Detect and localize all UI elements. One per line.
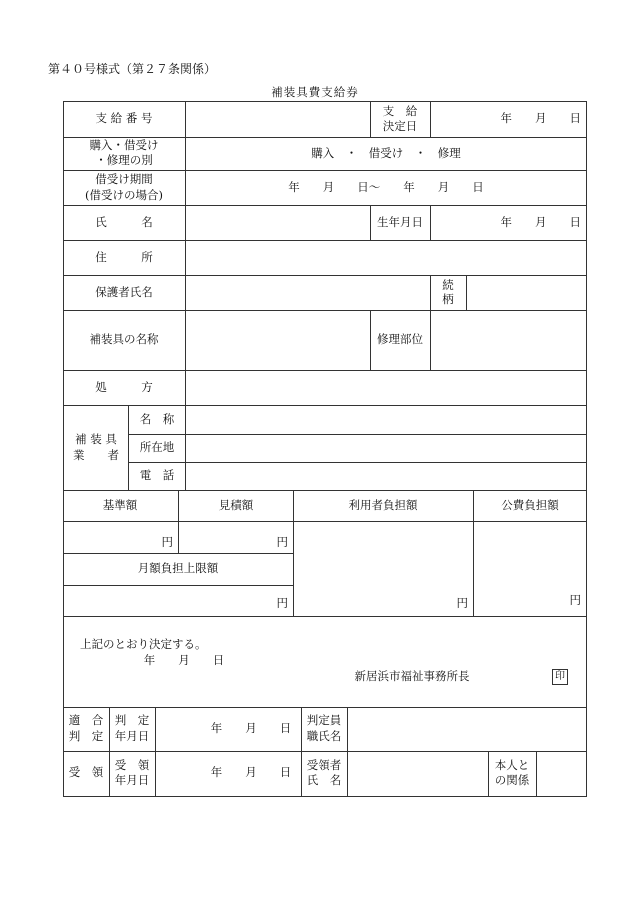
birth-date-label: 生年月日 <box>377 215 423 230</box>
judge-date-label-line1: 判 定 <box>114 713 150 728</box>
rule <box>63 101 587 102</box>
conformity-label-line2: 判 定 <box>68 729 104 744</box>
rule <box>63 521 587 522</box>
vendor-name-label: 名 称 <box>139 412 175 427</box>
public-burden-label: 公費負担額 <box>501 498 559 513</box>
name-label: 氏 名 <box>95 215 153 230</box>
seal-mark: 印 <box>552 669 568 685</box>
issuer-name: 新居浜市福祉事務所長 <box>354 669 470 684</box>
relation-label-line1: 続 <box>442 278 454 293</box>
prescription-label: 処 方 <box>95 380 153 395</box>
grant-number-label: 支 給 番 号 <box>95 111 153 126</box>
public-burden-yen: 円 <box>569 593 581 608</box>
rule <box>109 707 110 796</box>
type-label-line2: ・修理の別 <box>95 153 153 168</box>
rule <box>473 490 474 616</box>
rental-period-label-line1: 借受け期間 <box>95 172 153 187</box>
conformity-label-line1: 適 合 <box>68 713 104 728</box>
decision-date-value[interactable]: 年 月 日 <box>500 111 581 126</box>
receiver-label-line1: 受領者 <box>306 758 342 773</box>
rental-period-value[interactable]: 年 月 日～ 年 月 日 <box>288 180 484 195</box>
rule <box>63 310 587 311</box>
decision-date-label-line1: 支 給 <box>382 104 418 119</box>
rule <box>63 405 587 406</box>
rule <box>293 490 294 616</box>
rule <box>430 310 431 370</box>
rule <box>63 585 293 586</box>
judge-date-value[interactable]: 年 月 日 <box>210 721 292 736</box>
receiver-label-line2: 氏 名 <box>306 773 342 788</box>
rule <box>63 616 587 617</box>
rule <box>430 275 431 310</box>
rule <box>63 751 587 752</box>
decision-date-label-line2: 決定日 <box>382 119 418 134</box>
estimate-amount-yen: 円 <box>276 535 288 550</box>
repair-part-label: 修理部位 <box>377 332 423 347</box>
rule <box>63 490 587 491</box>
monthly-limit-label: 月額負担上限額 <box>137 561 219 576</box>
rule <box>301 707 302 796</box>
rule <box>63 275 587 276</box>
vendor-location-label: 所在地 <box>139 440 175 455</box>
judge-staff-label-line2: 職氏名 <box>306 729 342 744</box>
rule <box>63 553 293 554</box>
rule <box>586 101 587 797</box>
relation-label-line2: 柄 <box>442 292 454 307</box>
rule <box>466 275 467 310</box>
rule <box>63 370 587 371</box>
vendor-label-line2: 業 者 <box>73 448 119 463</box>
rule <box>430 205 431 240</box>
form-title: 補装具費支給券 <box>271 85 359 99</box>
receipt-date-value[interactable]: 年 月 日 <box>210 765 292 780</box>
receipt-date-label-line1: 受 領 <box>114 758 150 773</box>
rental-period-label-line2: (借受けの場合) <box>85 188 163 203</box>
rule <box>347 707 348 796</box>
relationship-label-line1: 本人と <box>494 758 530 773</box>
guardian-label: 保護者氏名 <box>95 285 153 300</box>
vendor-phone-label: 電 話 <box>139 468 175 483</box>
estimate-amount-label: 見積額 <box>218 498 254 513</box>
rule <box>63 170 587 171</box>
rule <box>178 490 179 553</box>
device-name-label: 補装具の名称 <box>89 332 159 347</box>
type-label-line1: 購入・借受け <box>89 138 159 153</box>
user-burden-yen: 円 <box>456 596 468 611</box>
rule <box>63 205 587 206</box>
rule <box>128 434 587 435</box>
rule <box>63 240 587 241</box>
rule <box>128 405 129 490</box>
user-burden-label: 利用者負担額 <box>348 498 418 513</box>
monthly-limit-yen: 円 <box>276 596 288 611</box>
vendor-label-line1: 補 装 具 <box>75 432 117 447</box>
judge-staff-label-line1: 判定員 <box>306 713 342 728</box>
rule <box>63 707 587 708</box>
rule <box>370 310 371 370</box>
decision-date[interactable]: 年 月 日 <box>143 653 225 668</box>
rule <box>488 751 489 796</box>
birth-date-value[interactable]: 年 月 日 <box>500 215 581 230</box>
rule <box>155 707 156 796</box>
rule <box>63 101 64 797</box>
rule <box>370 205 371 240</box>
address-label: 住 所 <box>95 250 153 265</box>
form-number: 第４０号様式（第２７条関係） <box>48 62 217 76</box>
decision-statement: 上記のとおり決定する。 <box>80 637 207 652</box>
judge-date-label-line2: 年月日 <box>114 729 150 744</box>
rule <box>370 101 371 137</box>
rule <box>536 751 537 796</box>
standard-amount-yen: 円 <box>161 535 173 550</box>
rule <box>185 101 186 490</box>
rule <box>63 796 587 797</box>
receipt-label: 受 領 <box>68 765 104 780</box>
relationship-label-line2: の関係 <box>494 773 530 788</box>
rule <box>430 101 431 137</box>
receipt-date-label-line2: 年月日 <box>114 773 150 788</box>
rule <box>128 462 587 463</box>
type-options[interactable]: 購入 ・ 借受け ・ 修理 <box>311 146 461 161</box>
standard-amount-label: 基準額 <box>102 498 138 513</box>
